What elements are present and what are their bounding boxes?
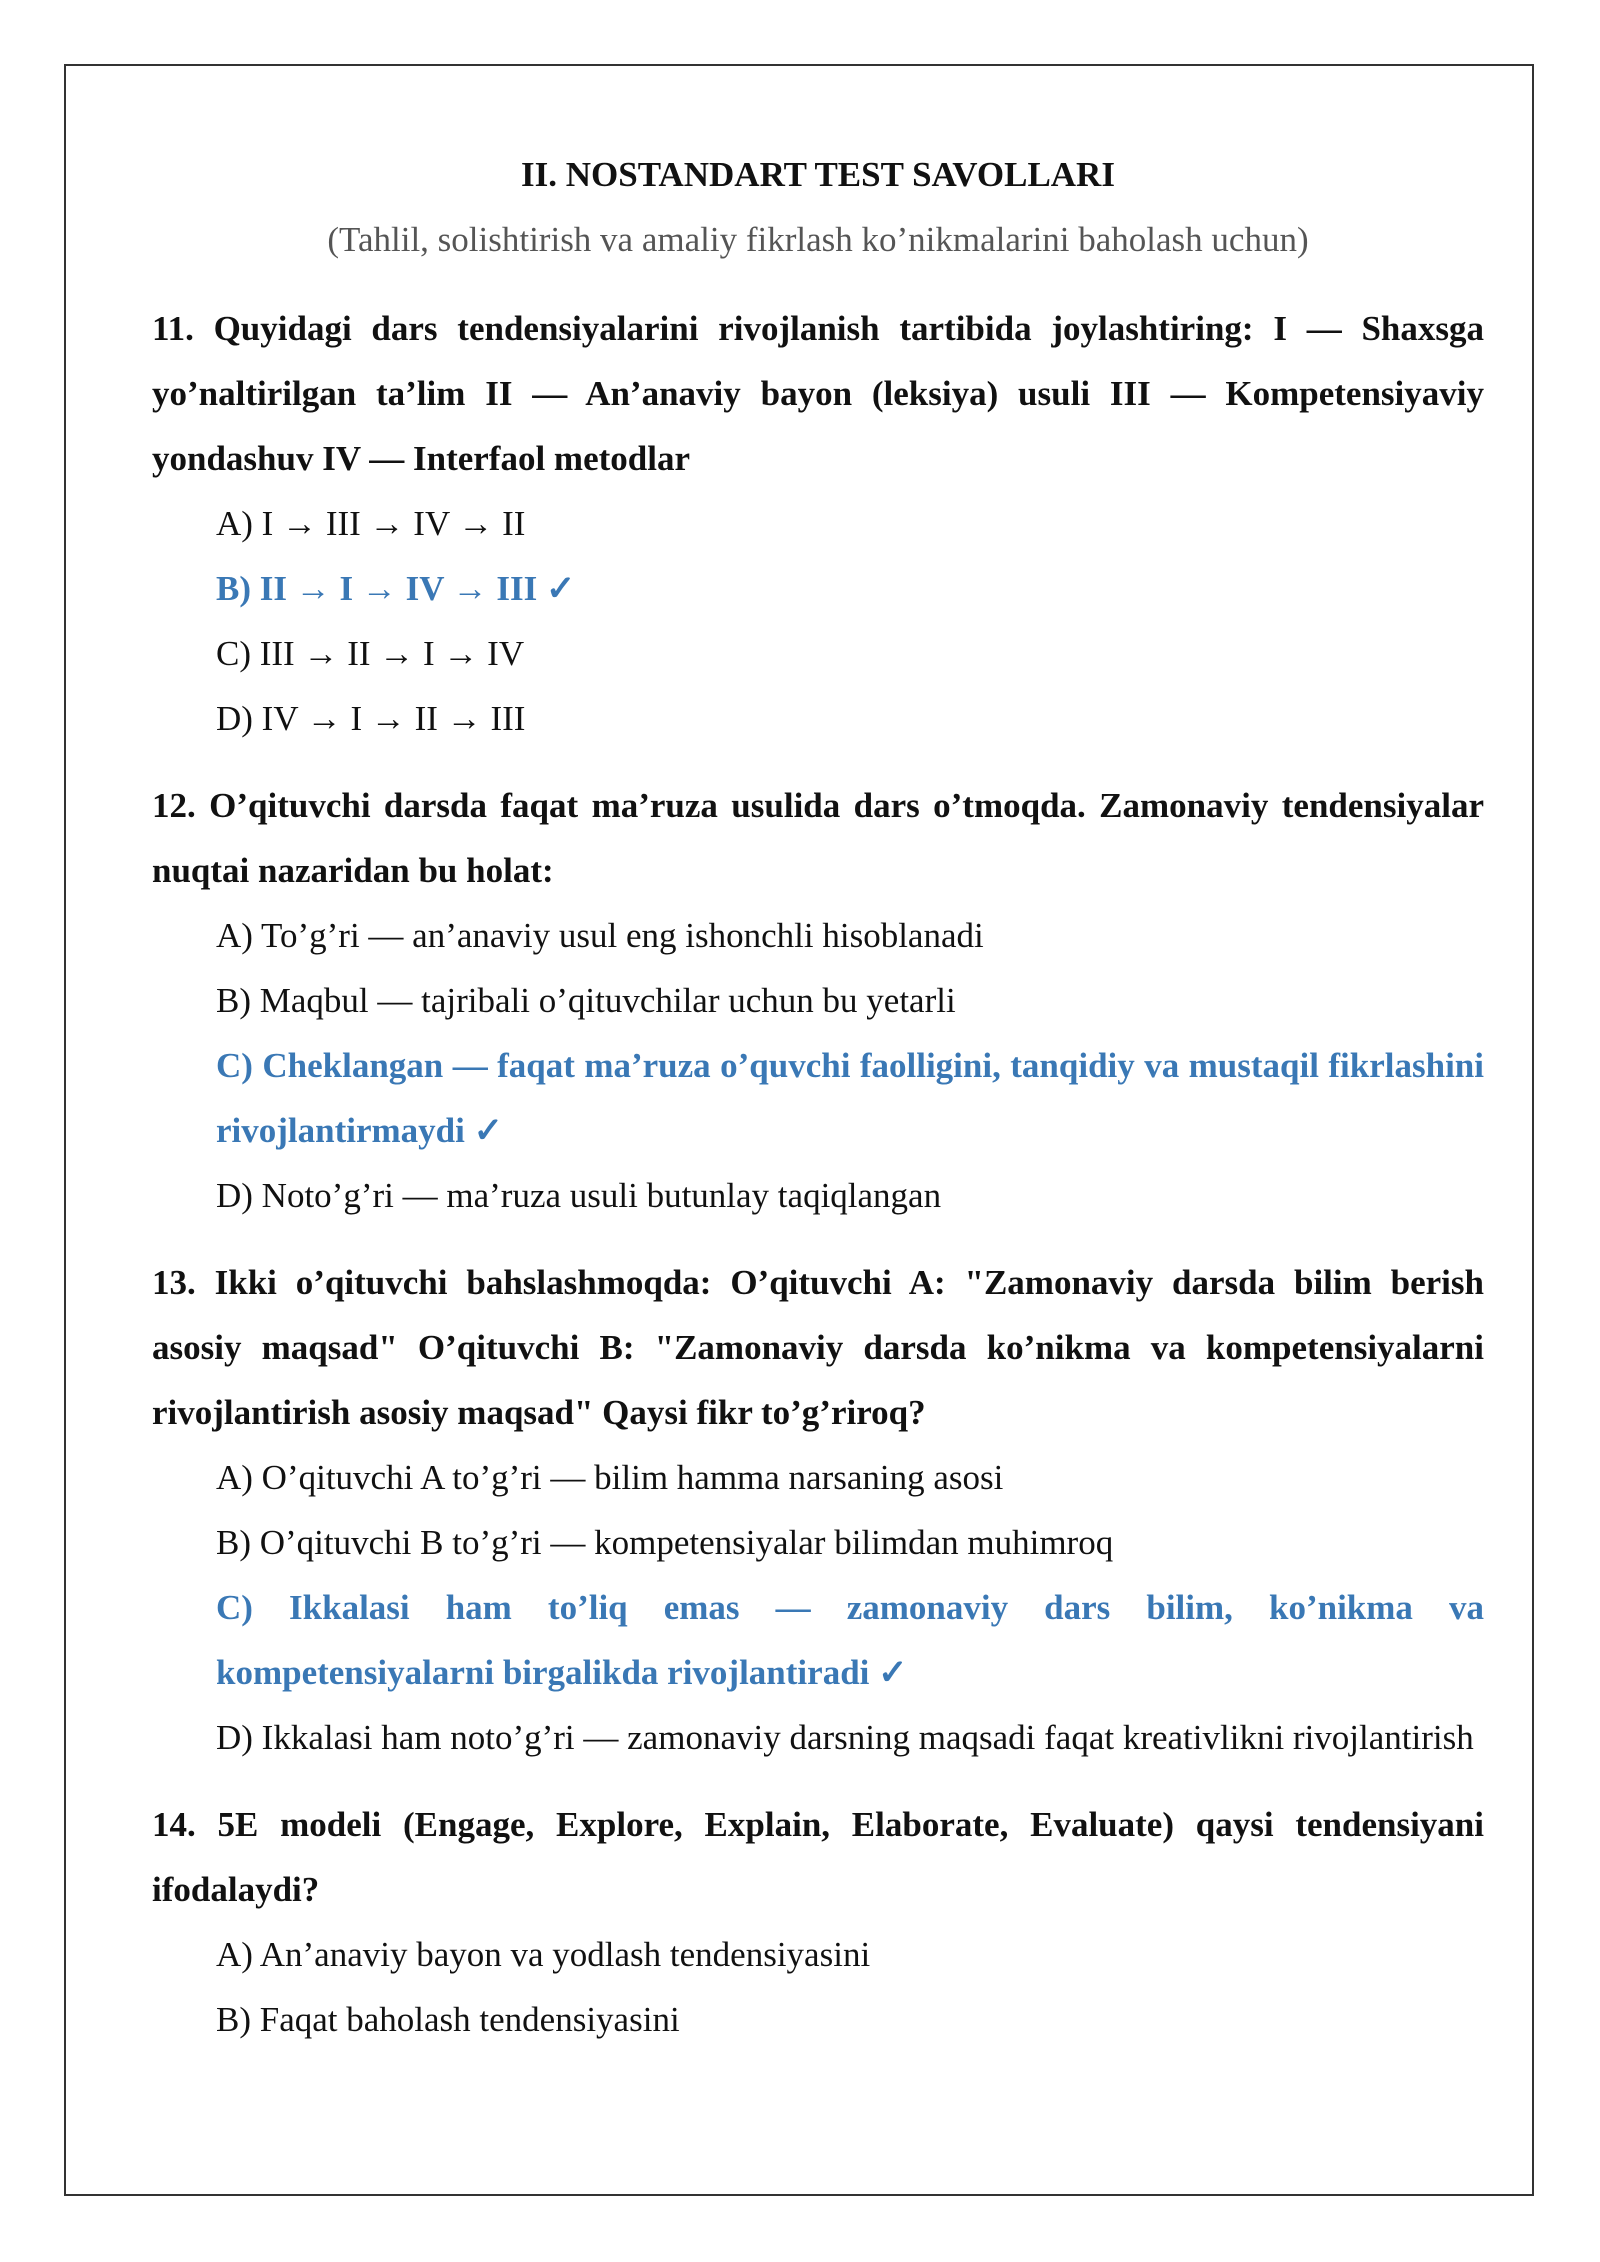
question-13	[152, 1250, 1484, 1770]
question-text: 13. Ikki o’qituvchi bahslashmoqda: O’qituvchi A: "Zamonaviy darsda bilim berish asosiy maqsad" O’qituvchi B: "Zamonaviy darsda ko’nikma va kompetensiyalarni rivojlantirish asosiy maqsad" Qaysi fikr to’g’riroq?	[152, 1263, 1484, 1432]
option-c-correct: C) Cheklangan — faqat ma’ruza o’quvchi faolligini, tanqidiy va mustaqil fikrlashini rivojlantirmaydi ✓	[216, 1046, 1484, 1150]
document-content	[152, 142, 1484, 2074]
option-b: B) O’qituvchi B to’g’ri — kompetensiyalar bilimdan muhimroq	[216, 1523, 1114, 1562]
option-a: A) An’anaviy bayon va yodlash tendensiyasini	[216, 1935, 871, 1974]
option-a: A) O’qituvchi A to’g’ri — bilim hamma narsaning asosi	[216, 1458, 1004, 1497]
question-11	[152, 296, 1484, 751]
question-text: 12. O’qituvchi darsda faqat ma’ruza usulida dars o’tmoqda. Zamonaviy tendensiyalar nuqtai nazaridan bu holat:	[152, 786, 1484, 890]
option-b-correct: B) II → I → IV → III ✓	[216, 569, 576, 608]
question-text: 14. 5E modeli (Engage, Explore, Explain, Elaborate, Evaluate) qaysi tendensiyani ifodalaydi?	[152, 1805, 1484, 1909]
question-12	[152, 773, 1484, 1228]
question-14	[152, 1792, 1484, 2052]
section-subtitle: (Tahlil, solishtirish va amaliy fikrlash ko’nikmalarini baholash uchun)	[327, 220, 1309, 259]
option-d: D) IV → I → II → III	[216, 699, 526, 738]
option-c: C) III → II → I → IV	[216, 634, 525, 673]
option-c-correct: C) Ikkalasi ham to’liq emas — zamonaviy dars bilim, ko’nikma va kompetensiyalarni birgalikda rivojlantiradi ✓	[216, 1588, 1484, 1692]
option-b: B) Maqbul — tajribali o’qituvchilar uchun bu yetarli	[216, 981, 956, 1020]
option-a: A) To’g’ri — an’anaviy usul eng ishonchli hisoblanadi	[216, 916, 984, 955]
option-a: A) I → III → IV → II	[216, 504, 526, 543]
section-title: II. NOSTANDART TEST SAVOLLARI	[521, 155, 1115, 194]
option-b: B) Faqat baholash tendensiyasini	[216, 2000, 680, 2039]
option-d: D) Noto’g’ri — ma’ruza usuli butunlay taqiqlangan	[216, 1176, 942, 1215]
option-d: D) Ikkalasi ham noto’g’ri — zamonaviy darsning maqsadi faqat kreativlikni rivojlantirish	[216, 1718, 1474, 1757]
question-text: 11. Quyidagi dars tendensiyalarini rivojlanish tartibida joylashtiring: I — Shaxsga yo’naltirilgan ta’lim II — An’anaviy bayon (leksiya) usuli III — Kompetensiyaviy yondashuv IV — Interfaol metodlar	[152, 309, 1484, 478]
